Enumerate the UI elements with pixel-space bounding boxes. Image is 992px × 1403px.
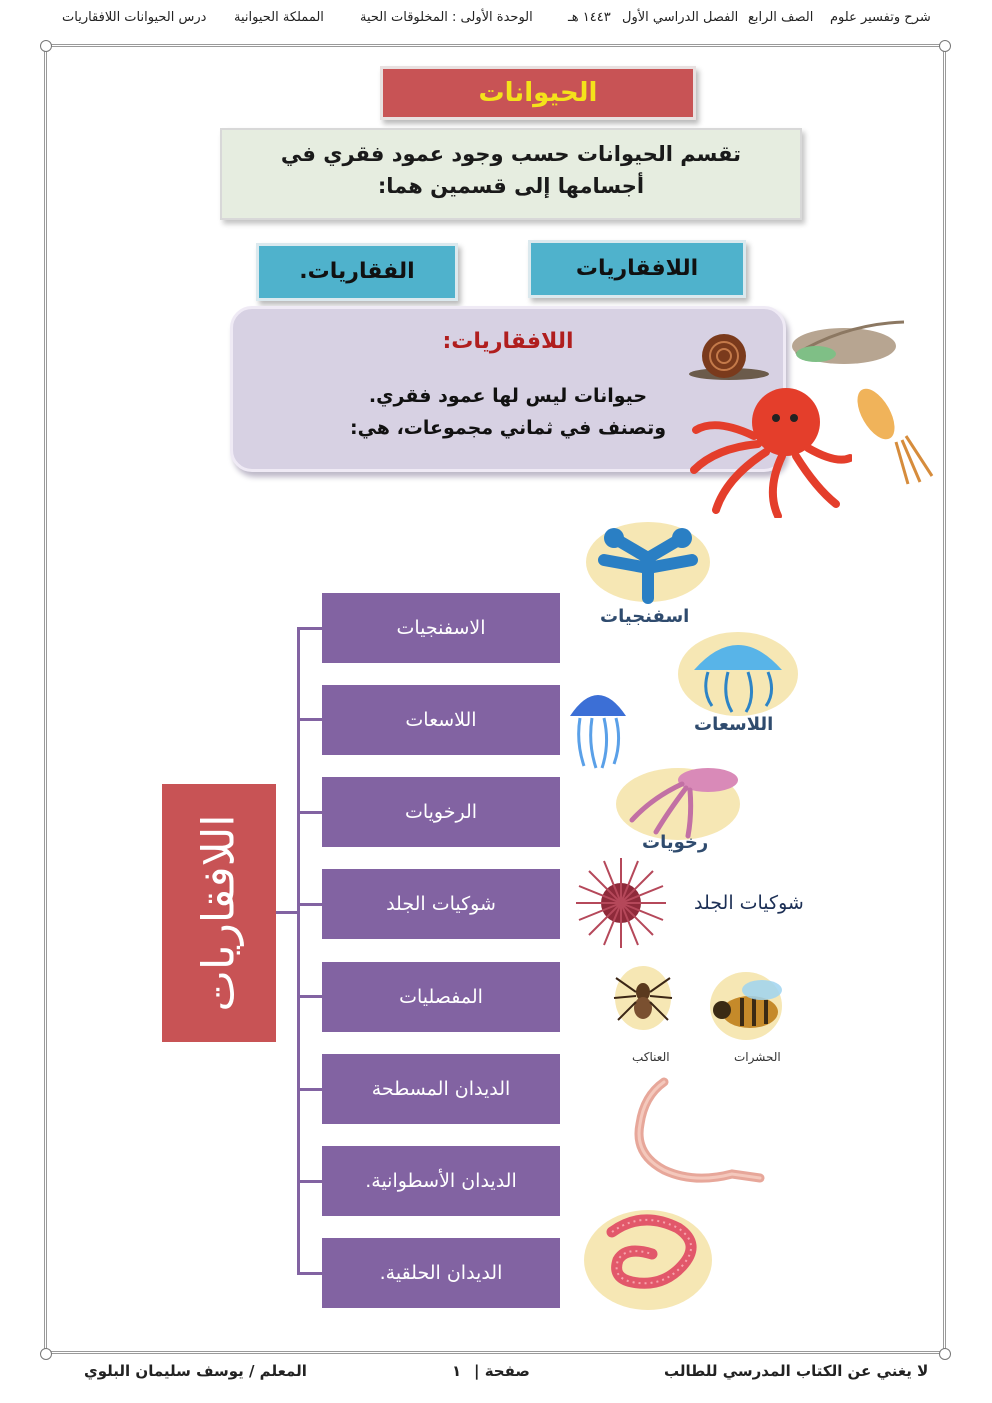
- page-title: الحيوانات: [380, 66, 696, 120]
- category-segmented-worms: الديدان الحلقية.: [322, 1238, 560, 1308]
- diagram-root-invertebrates: [162, 784, 276, 1042]
- invertebrates-tab: اللافقاريات: [528, 240, 746, 298]
- jellyfish-illustration-small: [566, 682, 630, 770]
- header-grade: الصف الرابع: [748, 10, 814, 25]
- header-year: ١٤٤٣ هـ: [568, 10, 611, 25]
- intro-text: تقسم الحيوانات حسب وجود عمود فقري في أجسامها إلى قسمين هما:: [220, 128, 802, 220]
- squid-illustration-mollusks: [612, 758, 756, 842]
- sea-urchin-illustration: [574, 856, 668, 950]
- page-footer: [0, 1360, 992, 1386]
- mollusks-image-label: رخويات: [642, 832, 709, 853]
- category-roundworms: الديدان الأسطوانية.: [322, 1146, 560, 1216]
- category-echinoderms: شوكيات الجلد: [322, 869, 560, 939]
- frame-corner-ornament: [40, 40, 52, 52]
- bee-illustration: [702, 968, 798, 1044]
- header-chapter: المملكة الحيوانية: [234, 10, 324, 25]
- branch-line: [297, 903, 322, 906]
- header-subject: شرح وتفسير علوم: [830, 10, 931, 25]
- footer-note: لا يغني عن الكتاب المدرسي للطالب: [664, 1362, 929, 1380]
- footer-page-number: ١: [452, 1362, 462, 1380]
- sponges-image-label: اسفنجيات: [600, 606, 690, 627]
- echinoderms-image-label: شوكيات الجلد: [694, 892, 804, 914]
- footer-teacher: المعلم / يوسف سليمان البلوي: [84, 1362, 307, 1380]
- category-sponges: الاسفنجيات: [322, 593, 560, 663]
- category-arthropods: المفصليات: [322, 962, 560, 1032]
- tree-trunk-line: [297, 627, 300, 1275]
- branch-line: [297, 718, 322, 721]
- earthworm-illustration: [582, 1204, 716, 1312]
- snail-illustration: [684, 330, 774, 382]
- branch-line: [297, 1272, 322, 1275]
- frame-corner-ornament: [939, 1348, 951, 1360]
- header-term: الفصل الدراسي الأول: [622, 10, 739, 25]
- branch-line: [297, 1088, 322, 1091]
- sponge-illustration: [584, 508, 714, 604]
- root-connector: [276, 911, 298, 914]
- diagram-root-label: اللافقاريات: [193, 814, 245, 1012]
- footer-page-label: صفحة |: [474, 1362, 530, 1380]
- header-unit: الوحدة الأولى : المخلوقات الحية: [360, 10, 533, 25]
- branch-line: [297, 995, 322, 998]
- seashell-illustration: [786, 314, 910, 372]
- jellyfish-illustration-large: [672, 626, 802, 718]
- info-line-2: وتصنف في ثماني مجموعات، هي:: [349, 417, 667, 439]
- branch-line: [297, 1180, 322, 1183]
- octopus-illustration: [686, 378, 852, 518]
- header-lesson: درس الحيوانات اللافقاريات: [62, 10, 207, 25]
- category-mollusks: الرخويات: [322, 777, 560, 847]
- page-header: [20, 10, 975, 34]
- flatworm-illustration: [624, 1074, 766, 1188]
- frame-corner-ornament: [40, 1348, 52, 1360]
- info-heading: اللافقاريات:: [442, 329, 574, 354]
- frame-corner-ornament: [939, 40, 951, 52]
- spider-illustration: [612, 962, 674, 1048]
- vertebrates-tab: الفقاريات.: [256, 243, 458, 301]
- cnidarians-image-label: اللاسعات: [694, 714, 774, 735]
- category-cnidarians: اللاسعات: [322, 685, 560, 755]
- branch-line: [297, 627, 322, 630]
- info-line-1: حيوانات ليس لها عمود فقري.: [368, 385, 648, 407]
- category-flatworms: الديدان المسطحة: [322, 1054, 560, 1124]
- branch-line: [297, 811, 322, 814]
- insects-image-label: الحشرات: [734, 1050, 781, 1064]
- squid-illustration: [846, 384, 938, 490]
- arachnids-image-label: العناكب: [632, 1050, 670, 1064]
